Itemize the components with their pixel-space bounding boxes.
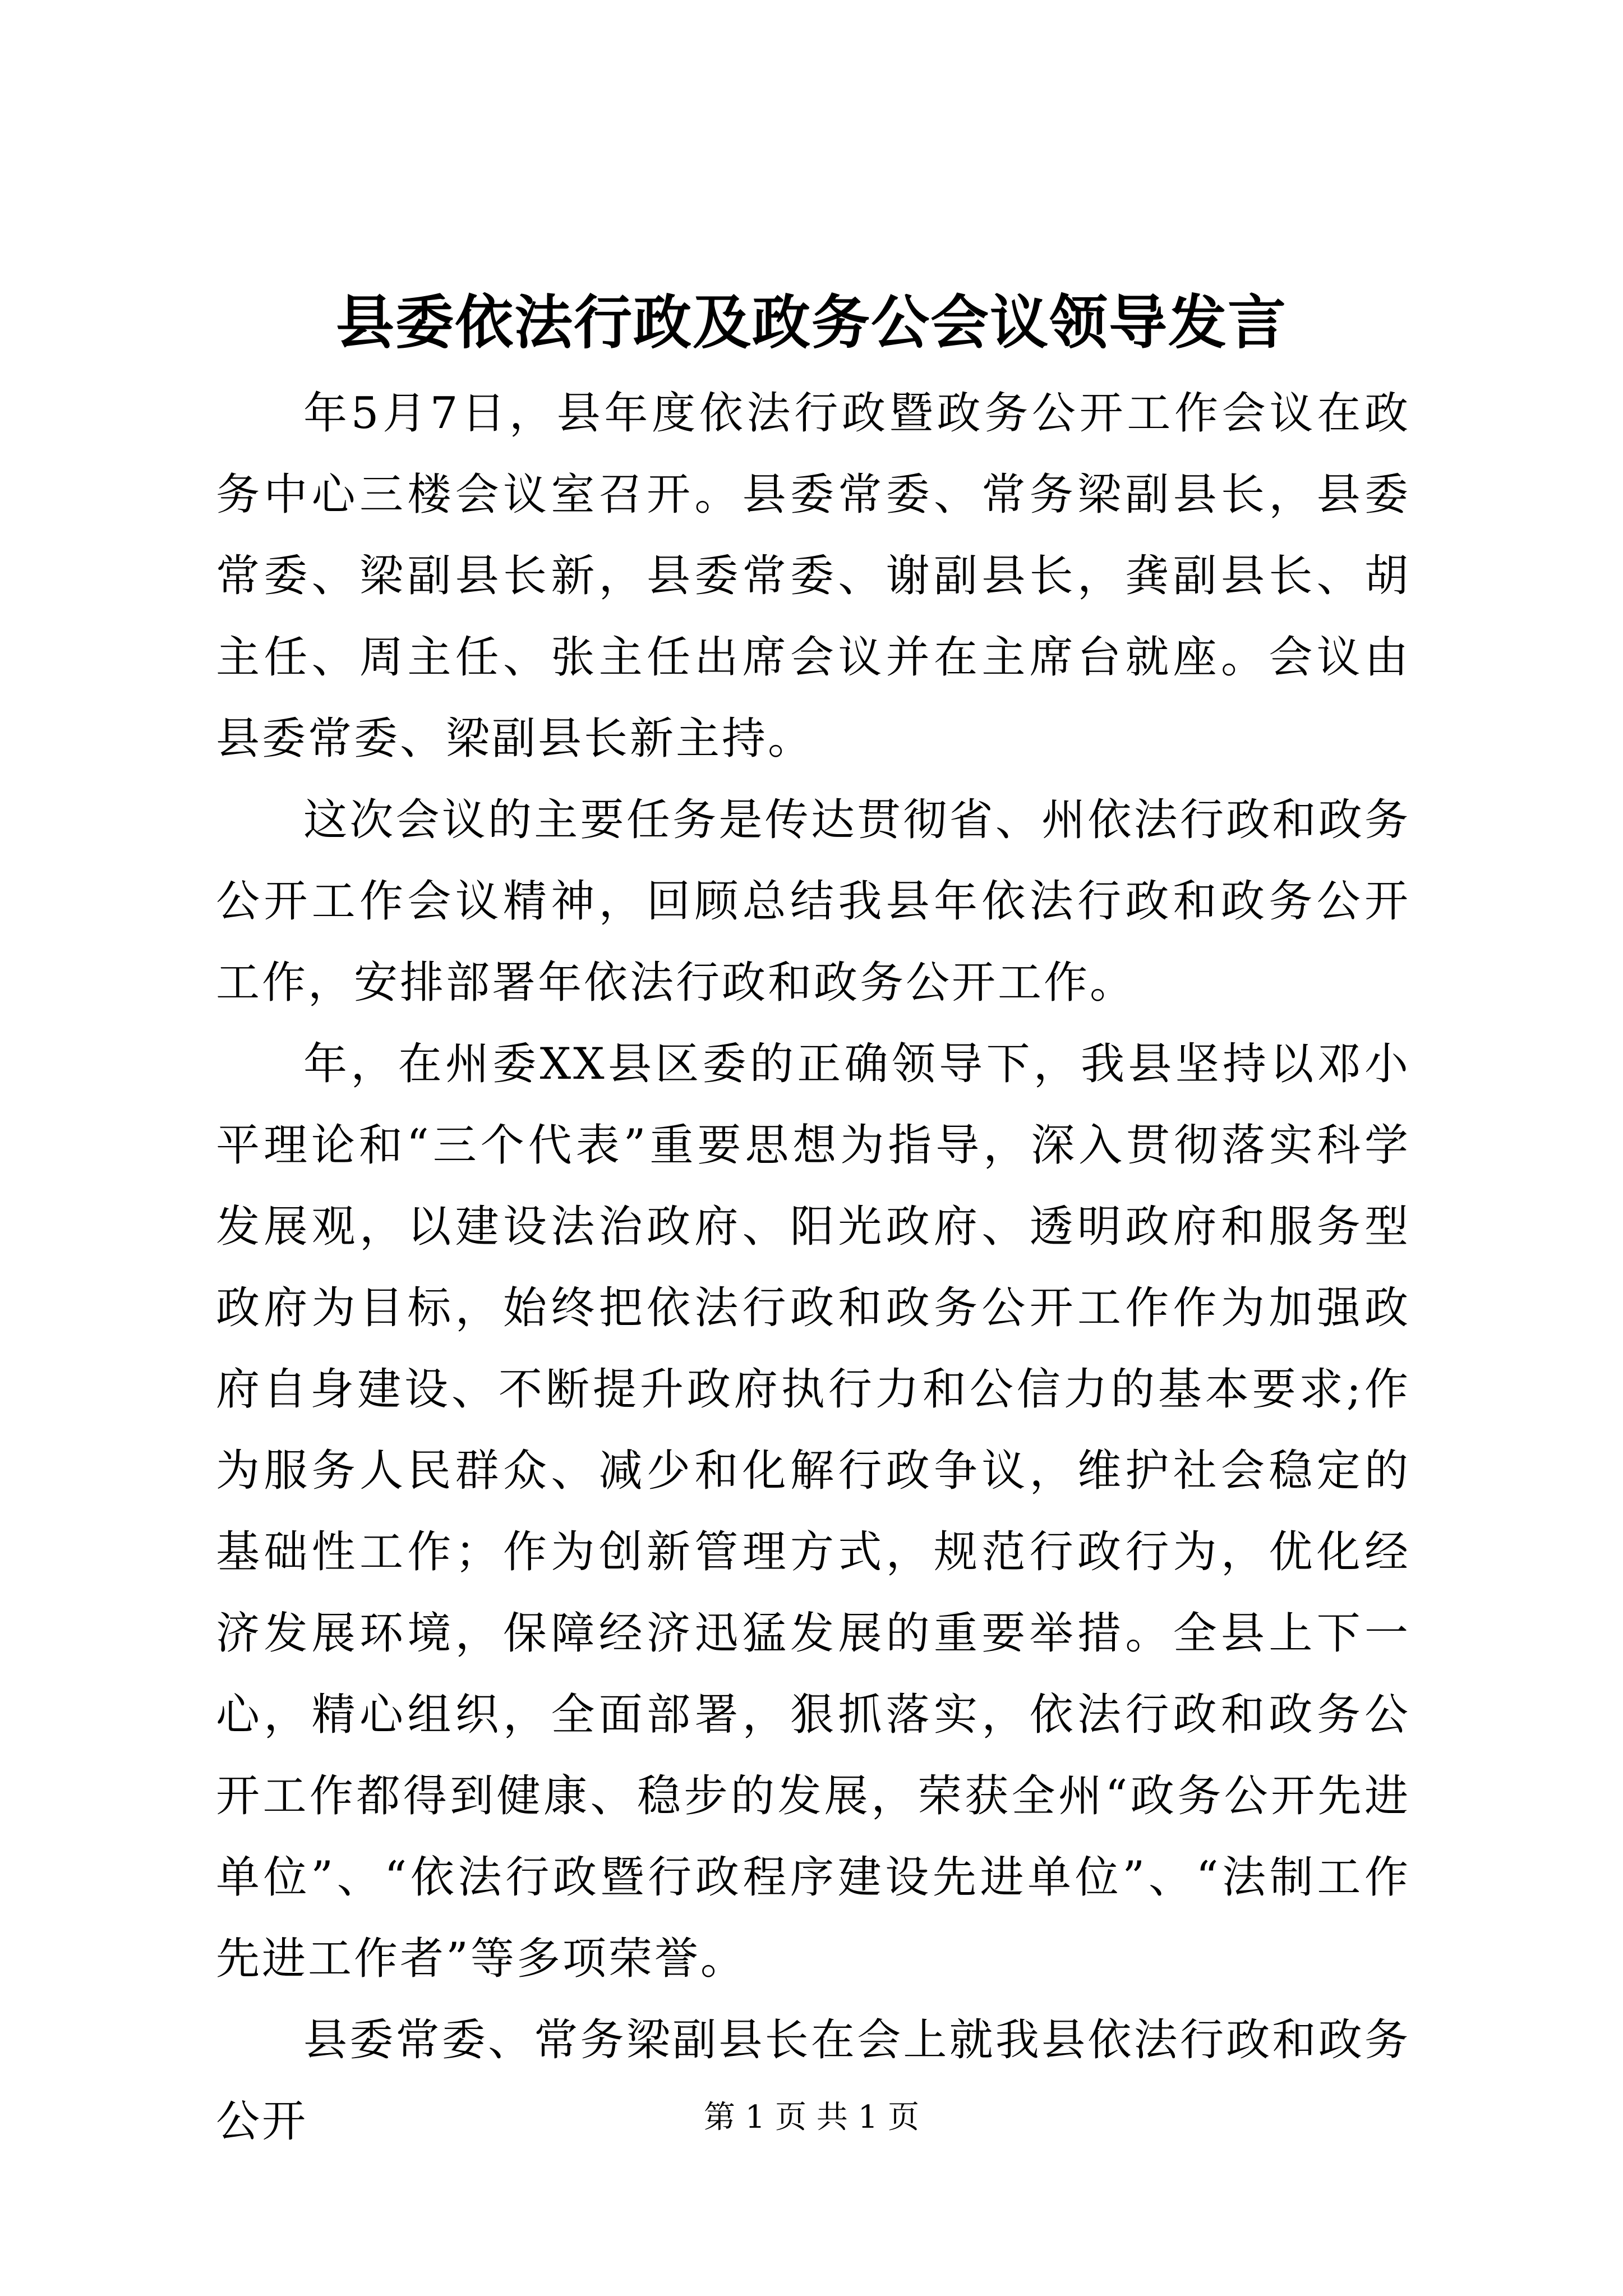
document-title: 县委依法行政及政务公会议领导发言 — [335, 288, 1287, 357]
paragraph-meeting-info: 年5月7日，县年度依法行政暨政务公开工作会议在政务中心三楼会议室召开。县委常委、常务梁副县长，县委常委、梁副县长新，县委常委、谢副县长，龚副县长、胡主任、周主任、张主任出席会议并在主席台就座。会议由县委常委、梁副县长新主持。 — [216, 388, 1410, 764]
paragraph-speech-intro: 县委常委、常务梁副县长在会上就我县依法行政和政务公开 — [216, 2015, 1410, 2147]
paragraph-work-review: 年，在州委XX县区委的正确领导下，我县坚持以邓小平理论和“三个代表”重要思想为指导，深入贯彻落实科学发展观，以建设法治政府、阳光政府、透明政府和服务型政府为目标，始终把依法行政和政务公开工作作为加强政府自身建设、不断提升政府执行力和公信力的基本要求;作为服务人民群众、减少和化解行政争议，维护社会稳定的基础性工作；作为创新管理方式，规范行政行为，优化经济发展环境，保障经济迅猛发展的重要举措。全县上下一心，精心组织，全面部署，狠抓落实，依法行政和政务公开工作都得到健康、稳步的发展，荣获全州“政务公开先进单位”、“依法行政暨行政程序建设先进单位”、“法制工作先进工作者”等多项荣誉。 — [216, 1039, 1410, 1984]
document-body — [216, 373, 1410, 2162]
paragraph-meeting-task: 这次会议的主要任务是传达贯彻省、州依法行政和政务公开工作会议精神，回顾总结我县年依法行政和政务公开工作，安排部署年依法行政和政务公开工作。 — [216, 795, 1410, 1008]
page-number-footer: 第 1 页 共 1 页 — [703, 2099, 920, 2136]
